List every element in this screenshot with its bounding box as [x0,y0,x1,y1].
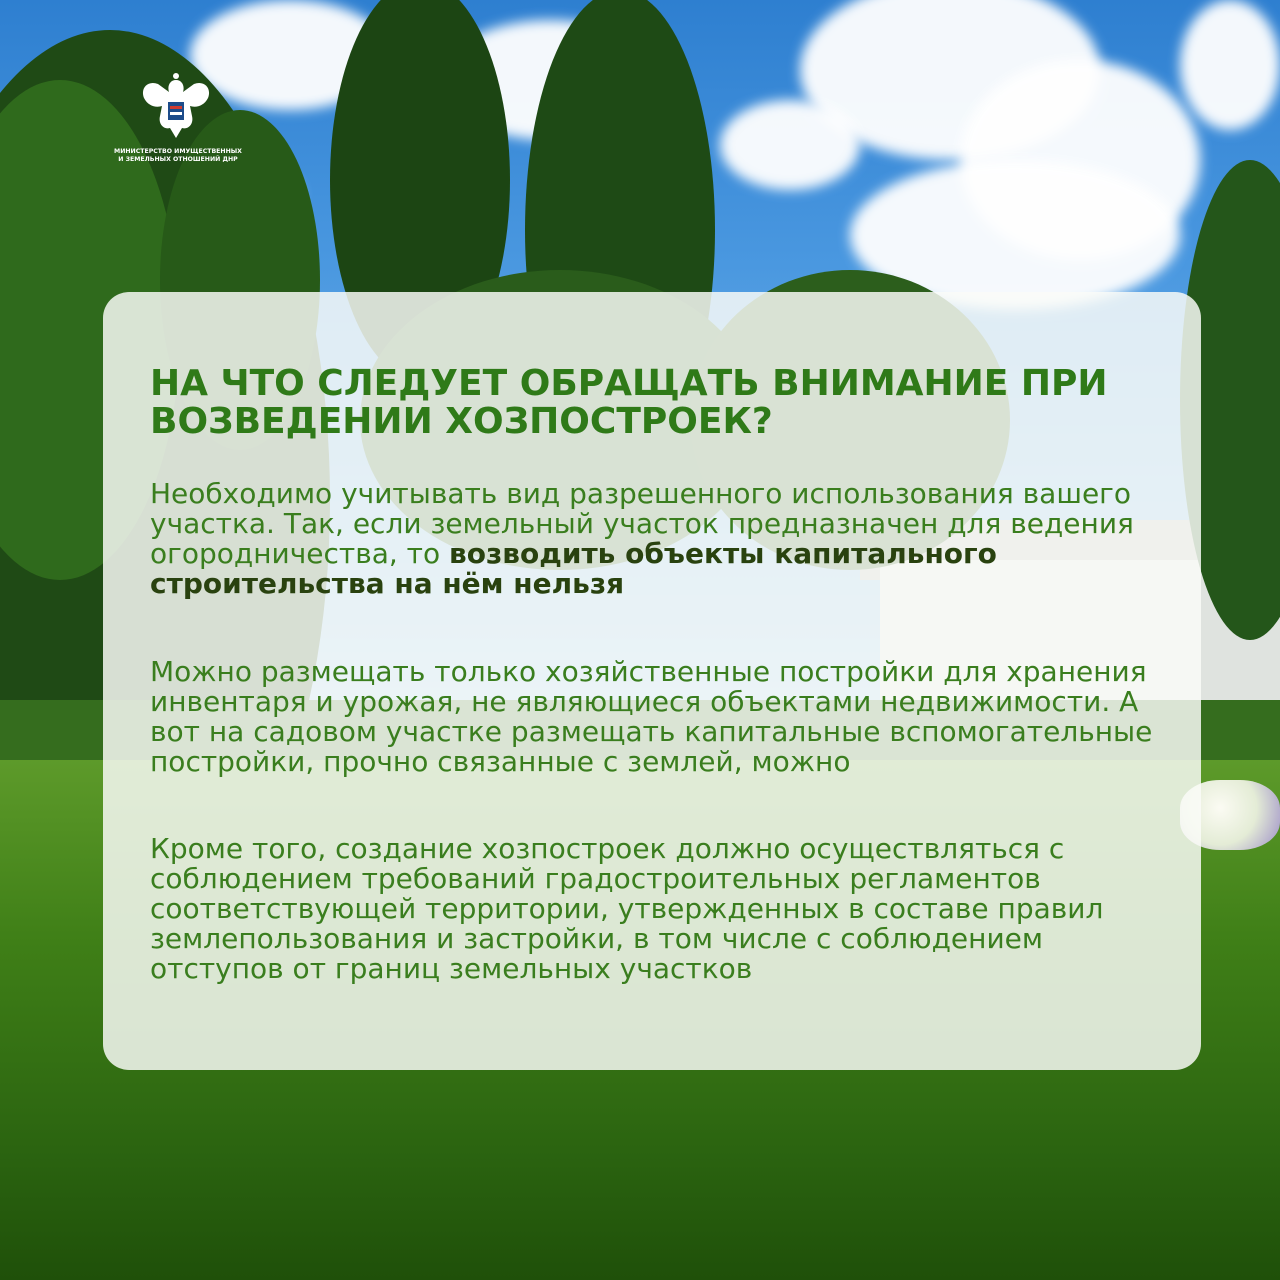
ministry-name-line1: МИНИСТЕРСТВО ИМУЩЕСТВЕННЫХ [114,148,242,155]
eagle-emblem-icon [136,72,216,144]
card-title: НА ЧТО СЛЕДУЕТ ОБРАЩАТЬ ВНИМАНИЕ ПРИ ВОЗВЕДЕНИИ ХОЗПОСТРОЕК? [150,363,1108,442]
paragraph-1-text: Необходимо учитывать вид разрешенного использования вашего участка. Так, если земельный участок предназначен для ведения огородничества, то [150,477,1134,570]
ministry-name-line2: И ЗЕМЕЛЬНЫХ ОТНОШЕНИЙ ДНР [118,156,238,163]
paragraph-3: Кроме того, создание хозпостроек должно осуществляться с соблюдением требований градостроительных регламентов соответствующей территории, утвержденных в составе правил землепользования и застройки, в том числе с соблюдением отступов от границ земельных участков [150,832,1104,985]
ministry-name [108,148,248,164]
paragraph-1 [150,479,1160,599]
paragraph-2: Можно размещать только хозяйственные постройки для хранения инвентаря и урожая, не являющиеся объектами недвижимости. А вот на садовом участке размещать капитальные вспомогательные постройки, прочно связанные с землей, можно [150,655,1153,778]
paragraph-1-bold: возводить объекты капитального строительства на нём нельзя [150,537,997,600]
